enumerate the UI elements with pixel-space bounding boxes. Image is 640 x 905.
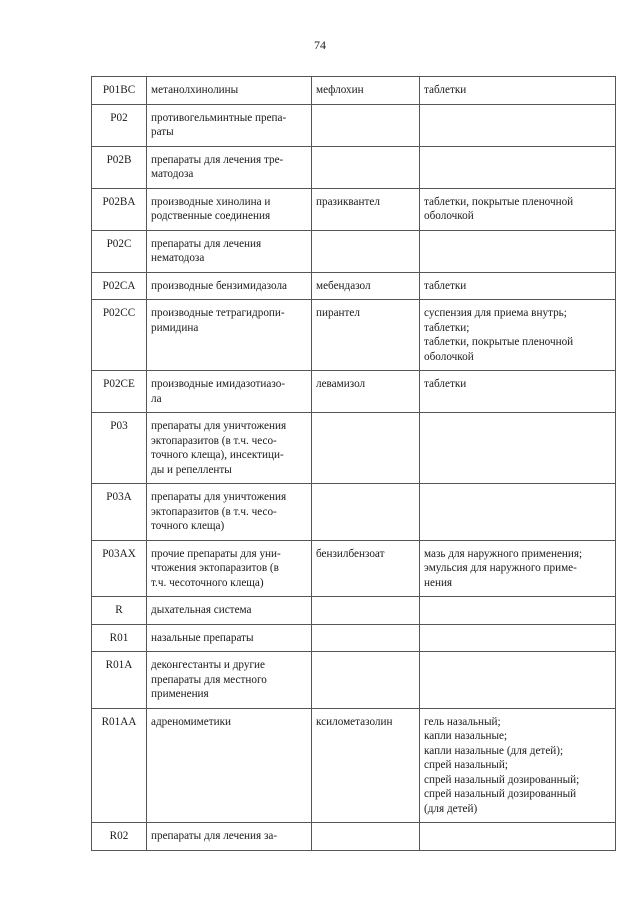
anatomical-group-line: препараты для уничтожения	[151, 491, 287, 503]
drug-name-cell	[312, 413, 420, 484]
anatomical-group-line: матодоза	[151, 168, 194, 180]
table-row	[92, 708, 616, 823]
atc-code-cell: R01	[92, 624, 147, 652]
dosage-form-cell	[420, 708, 616, 823]
anatomical-group-line: применения	[151, 688, 209, 700]
anatomical-group-cell	[147, 77, 312, 105]
atc-code-cell: R02	[92, 823, 147, 851]
drug-name-line: мебендазол	[316, 279, 371, 292]
anatomical-group-line: т.ч. чесоточного клеща)	[151, 576, 264, 589]
dosage-form-cell	[420, 413, 616, 484]
dosage-form-cell	[420, 300, 616, 371]
drug-name-cell	[312, 371, 420, 413]
dosage-form-cell	[420, 624, 616, 652]
anatomical-group-line: метанолхинолины	[151, 84, 239, 96]
drug-name-cell	[312, 104, 420, 146]
drug-name-cell	[312, 188, 420, 230]
drug-name-line: празиквантел	[316, 195, 380, 208]
atc-code-cell: P02BA	[92, 188, 147, 230]
dosage-form-line: таблетки, покрытые пленочной	[424, 195, 574, 208]
anatomical-group-line: нематодоза	[151, 252, 205, 264]
table-row	[92, 300, 616, 371]
drug-name-cell	[312, 77, 420, 105]
table-row	[92, 652, 616, 709]
dosage-form-cell	[420, 272, 616, 300]
dosage-form-cell	[420, 188, 616, 230]
anatomical-group-cell	[147, 146, 312, 188]
anatomical-group-cell	[147, 230, 312, 272]
anatomical-group-line: римидина	[151, 321, 199, 334]
drug-name-cell	[312, 230, 420, 272]
atc-code-cell: P03A	[92, 484, 147, 541]
table-row	[92, 597, 616, 625]
anatomical-group-line: эктопаразитов (в т.ч. чесо-	[151, 505, 277, 518]
table-row	[92, 230, 616, 272]
dosage-form-line: суспензия для приема внутрь;	[424, 307, 567, 319]
drug-name-cell	[312, 272, 420, 300]
table-row	[92, 484, 616, 541]
atc-code-cell: P02CE	[92, 371, 147, 413]
dosage-form-line: оболочкой	[424, 210, 474, 222]
atc-code-cell: R01AA	[92, 708, 147, 823]
drug-name-cell	[312, 540, 420, 597]
anatomical-group-line: раты	[151, 126, 174, 138]
dosage-form-cell	[420, 652, 616, 709]
drug-name-line: мефлохин	[316, 84, 364, 96]
anatomical-group-line: назальные препараты	[151, 631, 254, 644]
anatomical-group-line: ла	[151, 392, 162, 405]
anatomical-group-line: препараты для лечения	[151, 237, 262, 250]
dosage-form-cell	[420, 77, 616, 105]
dosage-form-line: спрей назальный дозированный;	[424, 773, 580, 786]
table-row	[92, 624, 616, 652]
anatomical-group-cell	[147, 300, 312, 371]
drug-name-cell	[312, 823, 420, 851]
atc-code-cell: P02CA	[92, 272, 147, 300]
table-row	[92, 371, 616, 413]
atc-code-cell: R	[92, 597, 147, 625]
dosage-form-line: (для детей)	[424, 802, 478, 815]
anatomical-group-line: препараты для местного	[151, 673, 267, 686]
page-number: 74	[314, 38, 326, 52]
drug-name-cell	[312, 597, 420, 625]
anatomical-group-line: препараты для лечения за-	[151, 830, 278, 842]
drug-name-line: пирантел	[316, 307, 360, 319]
dosage-form-cell	[420, 146, 616, 188]
anatomical-group-line: чтожения эктопаразитов (в	[151, 562, 279, 574]
dosage-form-line: таблетки, покрытые пленочной	[424, 336, 574, 348]
drug-name-cell	[312, 146, 420, 188]
anatomical-group-line: производные бензимидазола	[151, 279, 287, 292]
anatomical-group-line: производные тетрагидропи-	[151, 307, 285, 319]
table-row	[92, 104, 616, 146]
drug-name-line: ксилометазолин	[316, 715, 393, 728]
anatomical-group-line: производные хинолина и	[151, 195, 271, 208]
atc-code-cell: P02	[92, 104, 147, 146]
anatomical-group-cell	[147, 104, 312, 146]
drug-name-cell	[312, 652, 420, 709]
table-row	[92, 413, 616, 484]
anatomical-group-cell	[147, 484, 312, 541]
dosage-form-line: спрей назальный дозированный	[424, 788, 577, 800]
atc-code-cell: P03AX	[92, 540, 147, 597]
drug-name-cell	[312, 484, 420, 541]
table-row	[92, 77, 616, 105]
dosage-form-cell	[420, 823, 616, 851]
anatomical-group-cell	[147, 823, 312, 851]
anatomical-group-line: производные имидазотиазо-	[151, 378, 286, 390]
dosage-form-line: нения	[424, 576, 453, 589]
dosage-form-cell	[420, 484, 616, 541]
anatomical-group-line: точного клеща)	[151, 520, 225, 532]
anatomical-group-cell	[147, 624, 312, 652]
drug-name-cell	[312, 624, 420, 652]
anatomical-group-line: родственные соединения	[151, 210, 271, 222]
dosage-form-line: таблетки	[424, 84, 467, 96]
atc-code-cell: R01A	[92, 652, 147, 709]
anatomical-group-line: противогельминтные препа-	[151, 111, 287, 124]
anatomical-group-cell	[147, 540, 312, 597]
dosage-form-cell	[420, 371, 616, 413]
atc-code-cell: P03	[92, 413, 147, 484]
table-row	[92, 188, 616, 230]
dosage-form-line: мазь для наружного применения;	[424, 547, 583, 560]
anatomical-group-cell	[147, 371, 312, 413]
drug-name-cell	[312, 300, 420, 371]
anatomical-group-line: точного клеща), инсектици-	[151, 449, 284, 461]
dosage-form-line: спрей назальный;	[424, 759, 509, 771]
table-row	[92, 146, 616, 188]
anatomical-group-line: адреномиметики	[151, 715, 231, 728]
dosage-form-line: эмульсия для наружного приме-	[424, 562, 577, 574]
anatomical-group-cell	[147, 272, 312, 300]
table-row	[92, 823, 616, 851]
anatomical-group-cell	[147, 188, 312, 230]
drug-classification-table	[91, 76, 616, 851]
dosage-form-line: капли назальные (для детей);	[424, 744, 564, 757]
atc-code-cell: P02C	[92, 230, 147, 272]
atc-code-cell: P02B	[92, 146, 147, 188]
drug-name-line: левамизол	[316, 378, 366, 390]
dosage-form-cell	[420, 104, 616, 146]
anatomical-group-line: эктопаразитов (в т.ч. чесо-	[151, 434, 277, 447]
dosage-form-line: таблетки	[424, 378, 467, 390]
atc-code-cell: P02CC	[92, 300, 147, 371]
anatomical-group-line: ды и репелленты	[151, 463, 232, 476]
anatomical-group-cell	[147, 597, 312, 625]
anatomical-group-line: препараты для лечения тре-	[151, 153, 284, 166]
dosage-form-line: оболочкой	[424, 350, 474, 363]
anatomical-group-cell	[147, 652, 312, 709]
dosage-form-line: капли назальные;	[424, 730, 508, 742]
table-row	[92, 540, 616, 597]
anatomical-group-cell	[147, 413, 312, 484]
anatomical-group-cell	[147, 708, 312, 823]
drug-name-line: бензилбензоат	[316, 547, 385, 560]
anatomical-group-line: деконгестанты и другие	[151, 659, 265, 671]
anatomical-group-line: дыхательная система	[151, 604, 252, 616]
dosage-form-line: гель назальный;	[424, 715, 501, 728]
dosage-form-line: таблетки	[424, 279, 467, 292]
anatomical-group-line: прочие препараты для уни-	[151, 547, 281, 560]
dosage-form-cell	[420, 540, 616, 597]
table-row	[92, 272, 616, 300]
dosage-form-line: таблетки;	[424, 321, 470, 334]
anatomical-group-line: препараты для уничтожения	[151, 420, 287, 432]
drug-name-cell	[312, 708, 420, 823]
dosage-form-cell	[420, 230, 616, 272]
dosage-form-cell	[420, 597, 616, 625]
atc-code-cell: P01BC	[92, 77, 147, 105]
